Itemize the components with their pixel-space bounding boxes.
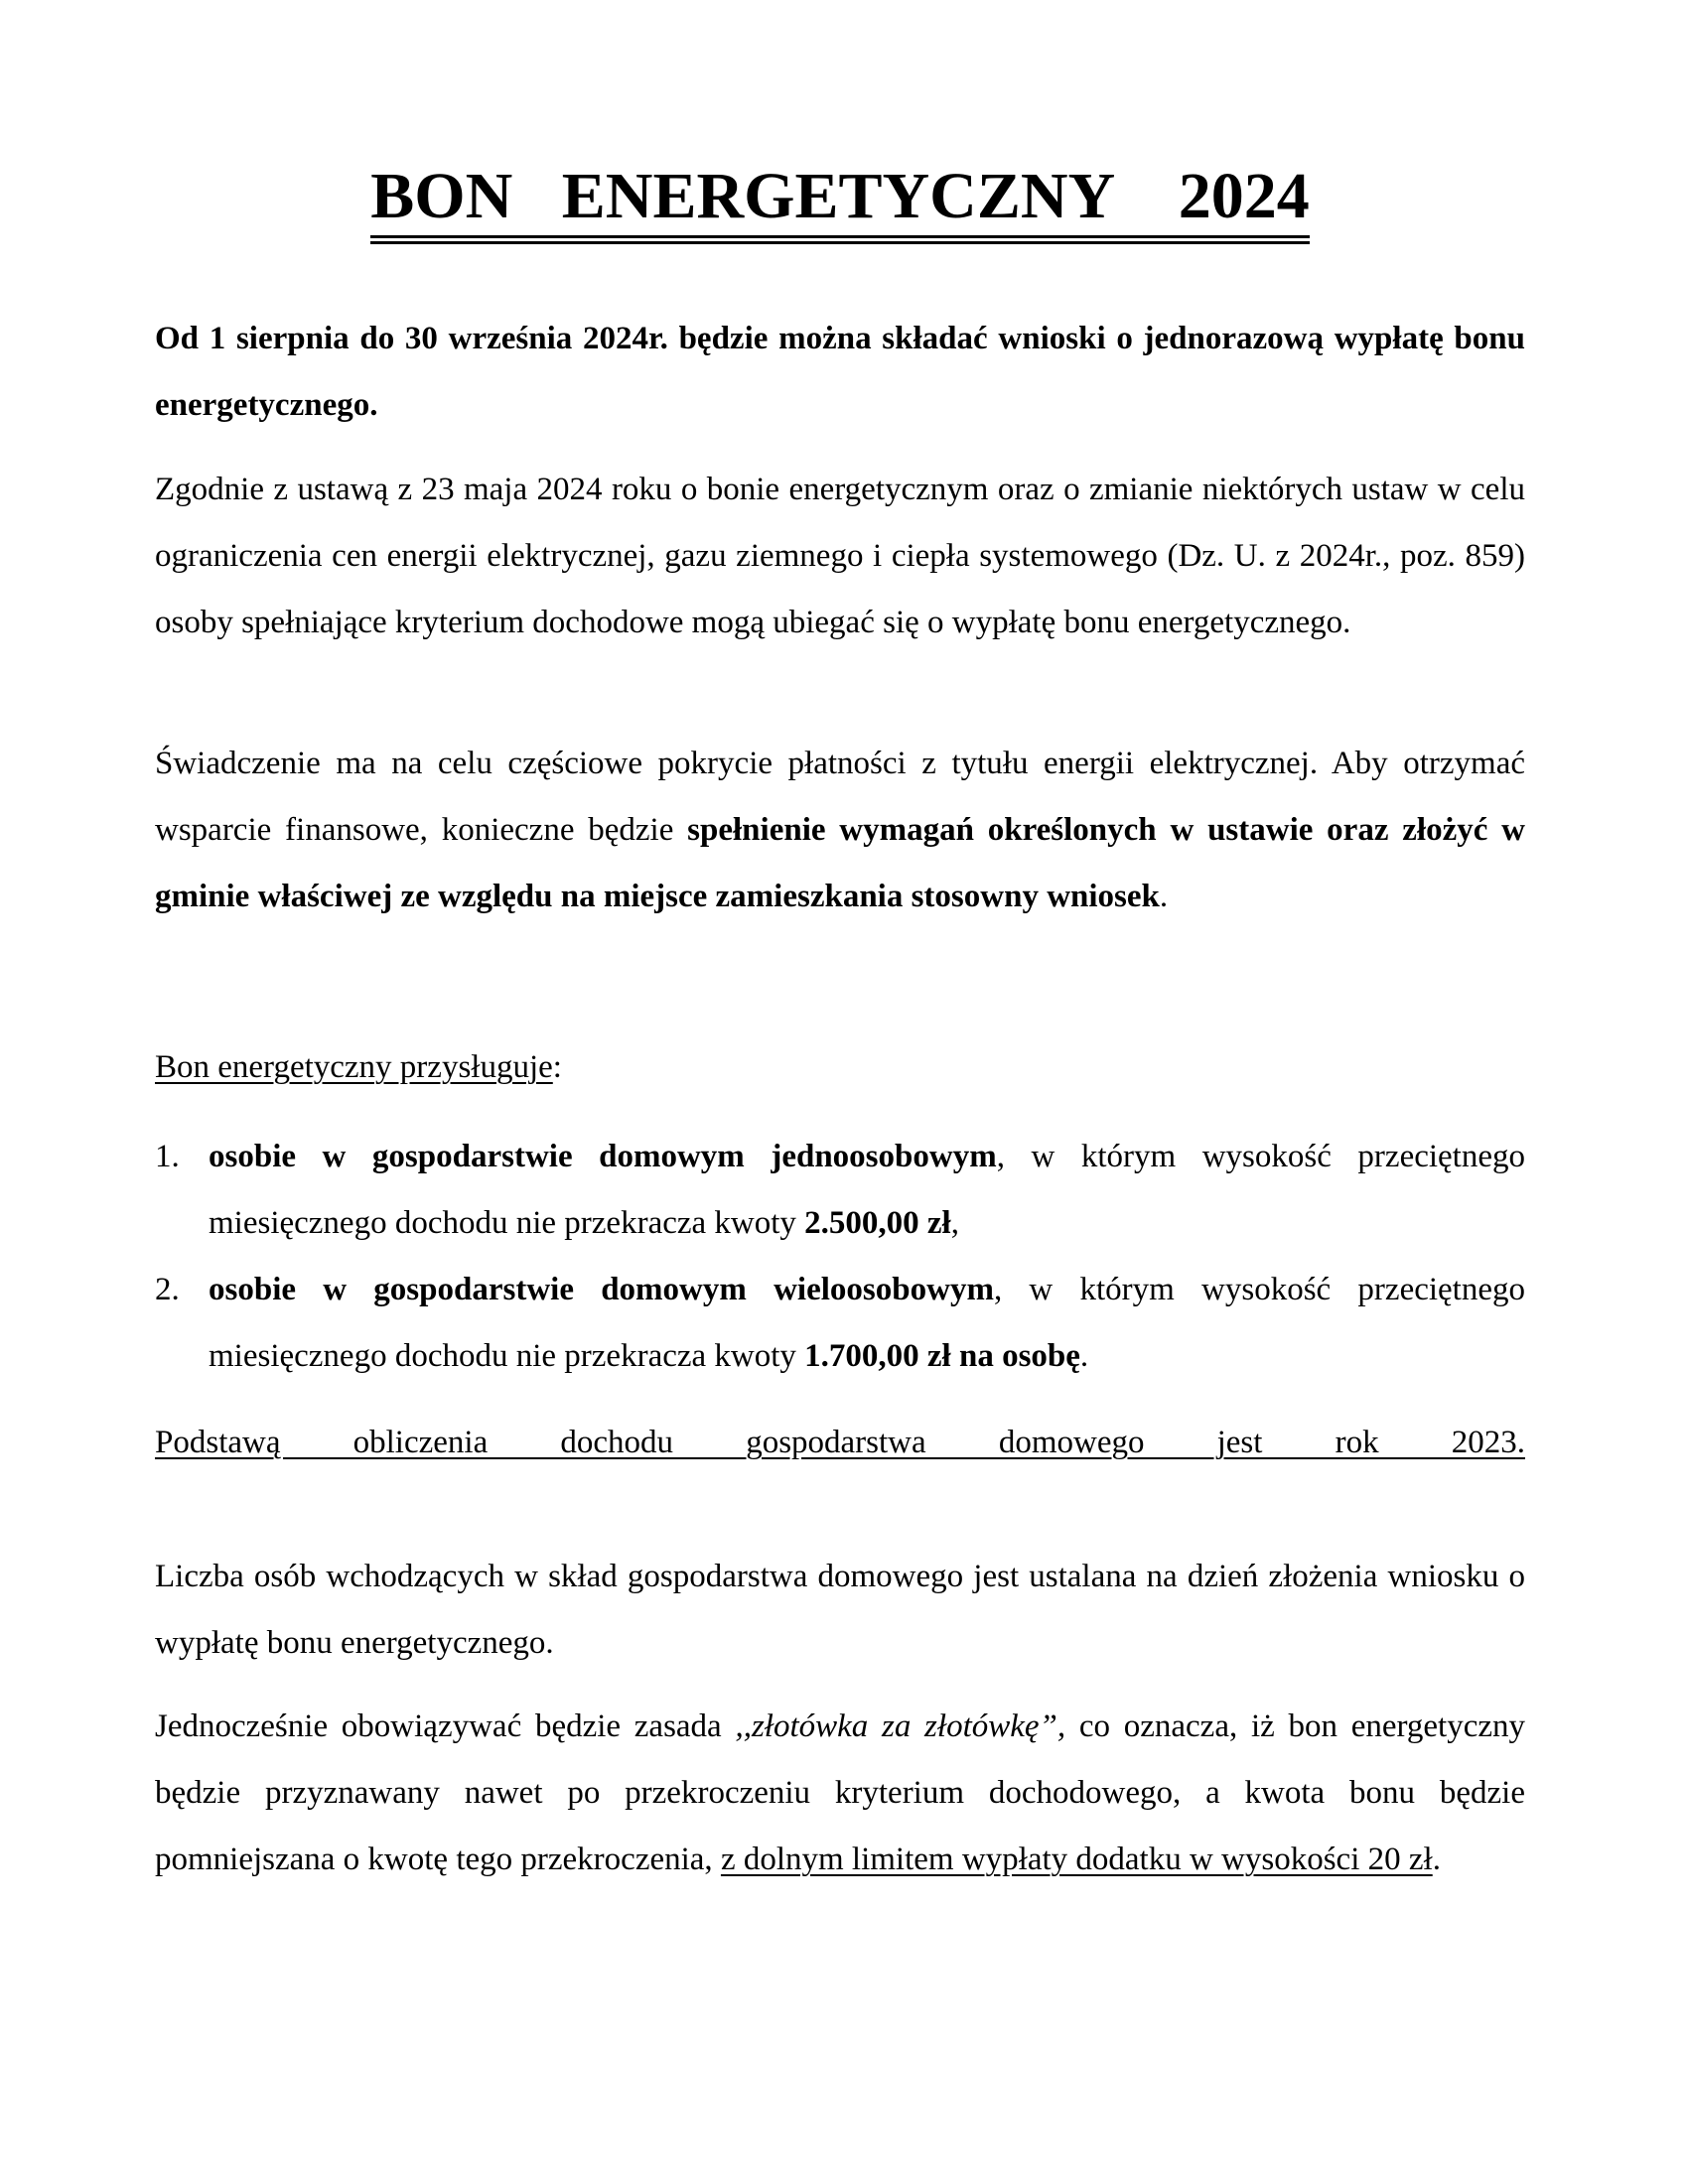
list-item-bold-text: osobie w gospodarstwie domowym jednoosobowym <box>209 1139 997 1174</box>
title-container <box>155 161 1525 238</box>
eligibility-heading <box>155 1034 1525 1101</box>
list-item-text: , w którym wysokość przeciętnego miesięcznego dochodu nie przekracza kwoty <box>209 1272 1525 1374</box>
income-basis-note: Podstawą obliczenia dochodu gospodarstwa domowego jest rok 2023. <box>155 1425 1525 1460</box>
page-title: BON ENERGETYCZNY 2024 <box>370 161 1310 238</box>
rule-end-text: . <box>1432 1842 1441 1877</box>
list-item-bold-text: osobie w gospodarstwie domowym wieloosobowym <box>209 1272 994 1307</box>
eligibility-heading-text: Bon energetyczny przysługuje <box>155 1049 553 1085</box>
purpose-paragraph <box>155 731 1525 930</box>
list-item-end: , <box>950 1205 959 1241</box>
rule-description-text: co oznacza, iż bon energetyczny będzie przyznawany nawet po przekroczeniu kryterium dochodowego, a kwota bonu będzie pomniejszana o kwotę tego przekroczenia, <box>155 1708 1526 1877</box>
list-item-end: . <box>1079 1338 1089 1374</box>
rule-limit-text: z dolnym limitem wypłaty dodatku w wysokości 20 zł <box>720 1842 1433 1877</box>
list-item-amount: 1.700,00 zł na osobę <box>804 1338 1080 1374</box>
list-item-text: , w którym wysokość przeciętnego miesięcznego dochodu nie przekracza kwoty <box>209 1139 1525 1241</box>
purpose-requirement-text: spełnienie wymagań określonych w ustawie oraz złożyć w gminie właściwej ze względu na miejsce zamieszkania stosowny wniosek <box>155 812 1525 914</box>
rule-name-text: ,,złotówka za złotówkę”, <box>735 1708 1066 1744</box>
rule-lead-text: Jednocześnie obowiązywać będzie zasada <box>155 1708 736 1744</box>
household-size-paragraph: Liczba osób wchodzących w skład gospodarstwa domowego jest ustalana na dzień złożenia wniosku o wypłatę bonu energetycznego. <box>155 1559 1525 1661</box>
eligibility-heading-suffix: : <box>552 1049 562 1085</box>
intro-paragraph: Od 1 sierpnia do 30 września 2024r. będzie można składać wnioski o jednorazową wypłatę bonu energetycznego. <box>155 321 1525 423</box>
eligibility-list <box>155 1124 1525 1390</box>
rule-paragraph <box>155 1694 1525 1893</box>
legal-basis-paragraph: Zgodnie z ustawą z 23 maja 2024 roku o bonie energetycznym oraz o zmianie niektórych ustaw w celu ograniczenia cen energii elektrycznej, gazu ziemnego i ciepła systemowego (Dz. U. z 2024r., poz. 859) osoby spełniające kryterium dochodowe mogą ubiegać się o wypłatę bonu energetycznego. <box>155 472 1525 640</box>
list-item-amount: 2.500,00 zł <box>804 1205 951 1241</box>
list-item-number: 2. <box>155 1272 180 1307</box>
list-item <box>155 1124 1525 1257</box>
purpose-end-text: . <box>1159 879 1169 914</box>
purpose-lead-text: Świadczenie ma na celu częściowe pokrycie płatności z tytułu energii elektrycznej. Aby otrzymać wsparcie finansowe, konieczne będzie <box>155 746 1525 848</box>
list-item <box>155 1257 1525 1390</box>
list-item-number: 1. <box>155 1139 180 1174</box>
